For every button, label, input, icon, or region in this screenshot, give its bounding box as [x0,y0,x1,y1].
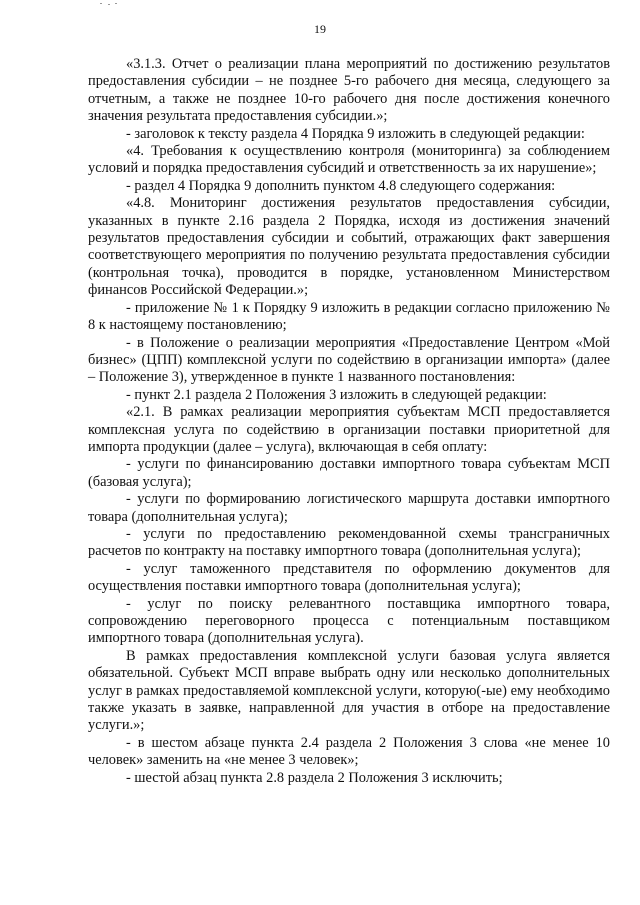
paragraph-customs-service: - услуг таможенного представителя по оформлению документов для осуществления поставки импортного товара (дополнительная услуга); [88,560,610,595]
scan-artifact [108,4,110,5]
paragraph-point-2-1: - пункт 2.1 раздела 2 Положения 3 изложить в следующей редакции: [126,386,547,403]
paragraph-heading-section-4: - заголовок к тексту раздела 4 Порядка 9 изложить в следующей редакции: [126,125,585,142]
paragraph-report-3-1-3: «3.1.3. Отчет о реализации плана мероприятий по достижению результатов предоставления субсидии – не позднее 5-го рабочего дня месяца, следующего за отчетным, а также не позднее 10-го рабочего дня после достижения конечного значения результата предоставления субсидии.»; [88,56,610,125]
paragraph-supplier-search-service: - услуг по поиску релевантного поставщика импортного товара, сопровождению переговорного процесса с потенциальным поставщиком импортного товара (дополнительная услуга). [88,595,610,647]
page-number: 19 [314,22,326,36]
paragraph-section-4-title: «4. Требования к осуществлению контроля (мониторинга) за соблюдением условий и порядка предоставления субсидий и ответственность за их нарушение»; [88,143,610,177]
paragraph-appendix-1: - приложение № 1 к Порядку 9 изложить в редакции согласно приложению № 8 к настоящему постановлению; [88,299,610,334]
paragraph-regulation-3: - в Положение о реализации мероприятия «Предоставление Центром «Мой бизнес» (ЦПП) комплексной услуги по содействию в организации импорта» (далее – Положение 3), утвержденное в пункте 1 названного постановления: [88,334,610,386]
paragraph-point-2-8: - шестой абзац пункта 2.8 раздела 2 Положения 3 исключить; [126,769,503,786]
scan-artifact [100,3,102,4]
paragraph-base-service: - услуги по финансированию доставки импортного товара субъектам МСП (базовая услуга); [88,456,610,490]
paragraph-payments-service: - услуги по предоставлению рекомендованной схемы трансграничных расчетов по контракту на поставку импортного товара (дополнительная услуга); [88,525,610,560]
document-body [88,56,610,787]
paragraph-4-8-monitoring: «4.8. Мониторинг достижения результатов предоставления субсидии, указанных в пункте 2.16 раздела 2 Порядка, исходя из достижения значений результатов предоставления субсидии и событий, отражающих факт завершения соответствующего мероприятия по получению результата предоставления субсидии (контрольная точка), проводится в порядке, установленном Министерством финансов Российской Федерации.»; [88,195,610,299]
paragraph-add-4-8: - раздел 4 Порядка 9 дополнить пунктом 4.8 следующего содержания: [126,177,556,194]
paragraph-mandatory-base-service: В рамках предоставления комплексной услуги базовая услуга является обязательной. Субъект МСП вправе выбрать одну или несколько дополнительных услуг в рамках предоставляемой комплексной услуги, которую(-ые) ему необходимо также указать в заявке, направленной для участия в отборе на предоставление услуги.»; [88,647,610,734]
paragraph-2-1-complex-service: «2.1. В рамках реализации мероприятия субъектам МСП предоставляется комплексная услуга по содействию в организации поставки приоритетной для импорта продукции (далее – услуга), включающая в себя оплату: [88,404,610,455]
paragraph-logistics-service: - услуги по формированию логистического маршрута доставки импортного товара (дополнительная услуга); [88,491,610,525]
paragraph-point-2-4: - в шестом абзаце пункта 2.4 раздела 2 Положения 3 слова «не менее 10 человек» заменить на «не менее 3 человек»; [88,734,610,769]
scan-artifact [115,3,117,4]
